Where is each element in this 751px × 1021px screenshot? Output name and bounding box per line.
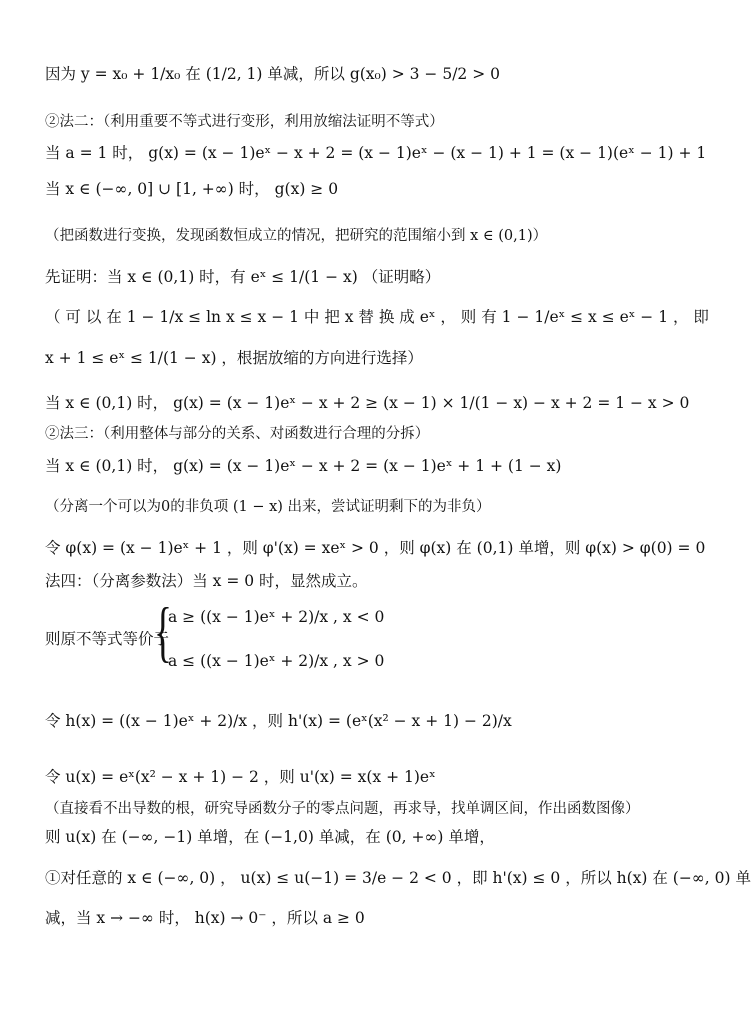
text-line-1: 因为 y = x₀ + 1/x₀ 在 (1/2, 1) 单减，所以 g(x₀) > 3 − 5/2 > 0: [45, 65, 500, 83]
piecewise-case-1: a ≥ ((x − 1)eˣ + 2)/x , x < 0: [168, 608, 385, 626]
note-line-5: （把函数进行变换，发现函数恒成立的情况，把研究的范围缩小到 x ∈ (0,1)）: [45, 228, 548, 244]
text-line-21: ①对任意的 x ∈ (−∞, 0) ， u(x) ≤ u(−1) = 3/e − 2 < 0 ，即 h'(x) ≤ 0 ，所以 h(x) 在 (−∞, 0) 单: [45, 869, 751, 887]
method-two-heading: ②法二：（利用重要不等式进行变形，利用放缩法证明不等式）: [45, 114, 444, 130]
text-line-15: 则原不等式等价于: [45, 630, 170, 648]
method-three-heading: ②法三：（利用整体与部分的关系、对函数进行合理的分拆）: [45, 426, 430, 442]
method-four-heading: 法四：（分离参数法）当 x = 0 时，显然成立。: [45, 572, 368, 590]
piecewise-case-2: a ≤ ((x − 1)eˣ + 2)/x , x > 0: [168, 652, 385, 670]
text-line-17: 令 h(x) = ((x − 1)eˣ + 2)/x ，则 h'(x) = (eˣ(x² − x + 1) − 2)/x: [45, 712, 512, 730]
brace-symbol: {: [154, 593, 172, 669]
text-line-11: 当 x ∈ (0,1) 时， g(x) = (x − 1)eˣ − x + 2 = (x − 1)eˣ + 1 + (1 − x): [45, 457, 562, 475]
text-line-9: 当 x ∈ (0,1) 时， g(x) = (x − 1)eˣ − x + 2 ≥ (x − 1) × 1/(1 − x) − x + 2 = 1 − x > 0: [45, 394, 690, 412]
note-line-12: （分离一个可以为0的非负项 (1 − x) 出来，尝试证明剩下的为非负）: [45, 499, 491, 515]
text-line-3: 当 a = 1 时， g(x) = (x − 1)eˣ − x + 2 = (x − 1)eˣ − (x − 1) + 1 = (x − 1)(eˣ − 1) + 1: [45, 144, 707, 162]
text-line-6: 先证明：当 x ∈ (0,1) 时，有 eˣ ≤ 1/(1 − x) （证明略）: [45, 268, 441, 286]
text-line-22: 减，当 x → −∞ 时， h(x) → 0⁻ ，所以 a ≥ 0: [45, 909, 365, 927]
text-line-18: 令 u(x) = eˣ(x² − x + 1) − 2 ，则 u'(x) = x(x + 1)eˣ: [45, 768, 436, 786]
text-line-13: 令 φ(x) = (x − 1)eˣ + 1 ，则 φ'(x) = xeˣ > 0 ，则 φ(x) 在 (0,1) 单增，则 φ(x) > φ(0) = 0: [45, 539, 706, 557]
text-line-8: x + 1 ≤ eˣ ≤ 1/(1 − x) ，根据放缩的方向进行选择）: [45, 349, 423, 367]
text-line-7: （ 可 以 在 1 − 1/x ≤ ln x ≤ x − 1 中 把 x 替 换 成 eˣ ， 则 有 1 − 1/eˣ ≤ x ≤ eˣ − 1 ， 即: [45, 308, 709, 326]
note-line-19: （直接看不出导数的根，研究导函数分子的零点问题，再求导，找单调区间，作出函数图像）: [45, 801, 640, 817]
text-line-20: 则 u(x) 在 (−∞, −1) 单增，在 (−1,0) 单减，在 (0, +∞) 单增，: [45, 828, 495, 846]
text-line-4: 当 x ∈ (−∞, 0] ∪ [1, +∞) 时， g(x) ≥ 0: [45, 180, 339, 198]
